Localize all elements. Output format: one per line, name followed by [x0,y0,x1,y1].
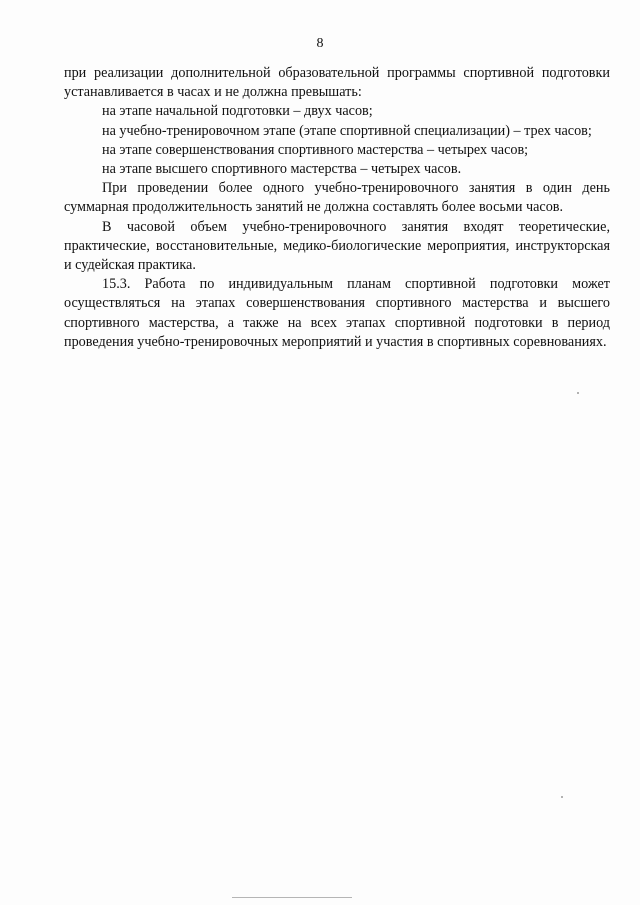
paragraph-duration-intro: при реализации дополнительной образовательной программы спортивной подготовки устанавливается в часах и не должна превышать: [64,65,610,101]
document-body [64,64,610,352]
paragraph-highest-stage: на этапе высшего спортивного мастерства – четырех часов. [102,161,462,178]
paragraph-training-stage: на учебно-тренировочном этапе (этапе спортивной специализации) – трех часов; [102,122,592,139]
scan-edge-line [232,897,352,898]
paragraph-multiple-sessions: При проведении более одного учебно-тренировочного занятия в один день суммарная продолжительность занятий не должна составлять более восьми часов. [64,180,610,216]
paragraph-hourly-volume: В часовой объем учебно-тренировочного занятия входят теоретические, практические, восстановительные, медико-биологические мероприятия, инструкторская и судейская практика. [64,218,610,274]
paragraph-improvement-stage: на этапе совершенствования спортивного мастерства – четырех часов; [102,141,529,158]
paragraph-initial-stage: на этапе начальной подготовки – двух часов; [102,103,373,120]
page-number: 8 [316,36,324,51]
scan-speck [561,796,563,798]
paragraph-individual-plans: 15.3. Работа по индивидуальным планам спортивной подготовки может осуществляться на этапах совершенствования спортивного мастерства и высшего спортивного мастерства, а также на всех этапах спортивной подготовки в период проведения учебно-тренировочных мероприятий и участия в спортивных соревнованиях. [64,276,610,350]
scan-speck [577,392,579,394]
